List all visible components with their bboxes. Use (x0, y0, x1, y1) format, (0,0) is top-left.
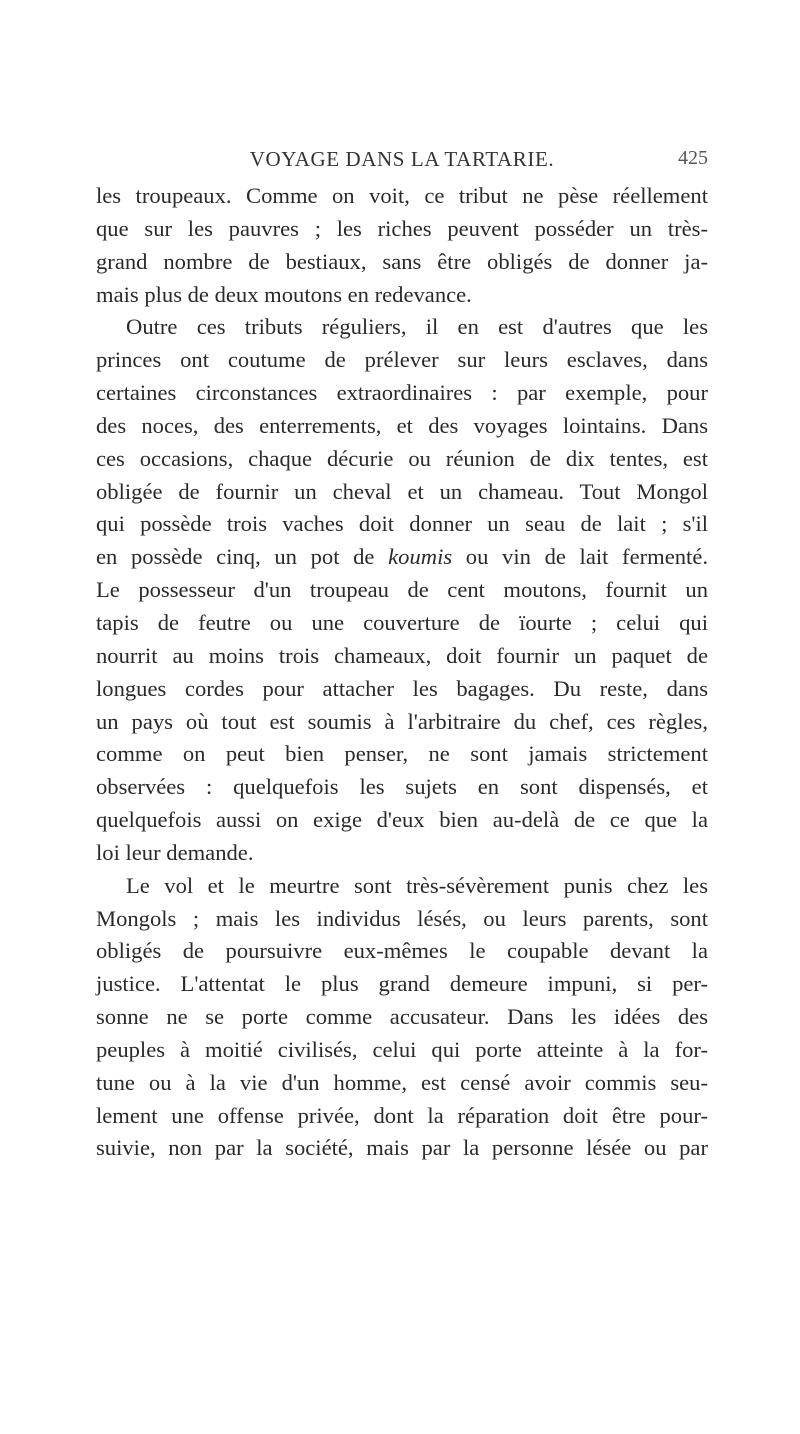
text-line: nourrit au moins trois chameaux, doit fournir un paquet de (96, 642, 708, 668)
italic-term: koumis (388, 544, 453, 570)
text-line: ces occasions, chaque décurie ou réunion de dix tentes, est (96, 445, 708, 471)
text-line: Mongols ; mais les individus lésés, ou leurs parents, sont (96, 905, 708, 931)
text-line: tapis de feutre ou une couverture de ïourte ; celui qui (96, 609, 708, 635)
text-line: princes ont coutume de prélever sur leurs esclaves, dans (96, 347, 708, 373)
text-line: quelquefois aussi on exige d'eux bien au-delà de ce que la (96, 807, 708, 833)
text-line: les troupeaux. Comme on voit, ce tribut ne pèse réellement (96, 183, 708, 208)
text-line: un pays où tout est soumis à l'arbitraire du chef, ces règles, (96, 708, 708, 734)
text-line: obligée de fournir un cheval et un chameau. Tout Mongol (96, 478, 708, 504)
running-title: VOYAGE DANS LA TARTARIE. (249, 147, 555, 171)
paragraph-start-line: Le vol et le meurtre sont très-sévèrement punis chez les (126, 872, 708, 898)
text-line: certaines circonstances extraordinaires : par exemple, pour (96, 380, 708, 406)
text-line: longues cordes pour attacher les bagages. Du reste, dans (96, 675, 708, 701)
text-line-with-italic (96, 541, 708, 574)
text-line: tune ou à la vie d'un homme, est censé avoir commis seu- (96, 1069, 708, 1095)
paragraph-start-line: Outre ces tributs réguliers, il en est d'autres que les (126, 314, 708, 340)
text-segment: en possède cinq, un pot de (96, 544, 389, 570)
body-text (96, 180, 708, 1165)
paragraph-end-line: mais plus de deux moutons en redevance. (96, 281, 472, 307)
page-number: 425 (678, 147, 708, 169)
paragraph-end-line: loi leur demande. (96, 839, 254, 865)
running-head (96, 147, 708, 177)
text-line: lement une offense privée, dont la réparation doit être pour- (96, 1102, 708, 1128)
text-line: qui possède trois vaches doit donner un seau de lait ; s'il (96, 511, 708, 537)
text-line: des noces, des enterrements, et des voyages lointains. Dans (96, 412, 708, 438)
text-line: suivie, non par la société, mais par la personne lésée ou par (96, 1135, 708, 1161)
text-line: peuples à moitié civilisés, celui qui porte atteinte à la for- (96, 1036, 708, 1062)
text-line: observées : quelquefois les sujets en sont dispensés, et (96, 774, 708, 800)
text-line: justice. L'attentat le plus grand demeure impuni, si per- (96, 971, 708, 997)
text-line: sonne ne se porte comme accusateur. Dans les idées des (96, 1004, 708, 1030)
text-line: que sur les pauvres ; les riches peuvent posséder un très- (96, 215, 708, 241)
text-line: grand nombre de bestiaux, sans être obligés de donner ja- (96, 248, 708, 274)
text-segment: ou vin de lait fermenté. (452, 544, 708, 570)
text-line: Le possesseur d'un troupeau de cent moutons, fournit un (96, 577, 708, 603)
text-line: comme on peut bien penser, ne sont jamais strictement (96, 741, 708, 767)
text-line: obligés de poursuivre eux-mêmes le coupable devant la (96, 938, 708, 964)
